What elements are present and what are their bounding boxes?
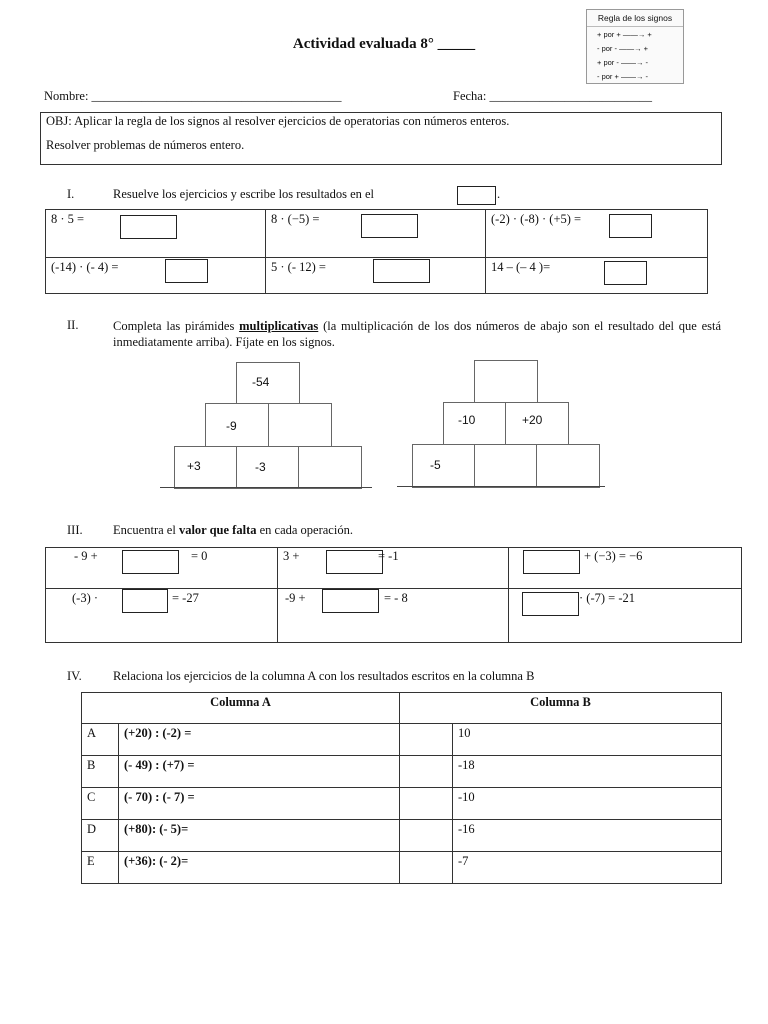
- sample-answer-box: [457, 186, 496, 205]
- section-4-number: IV.: [67, 669, 82, 683]
- answer-box[interactable]: [604, 261, 647, 285]
- answer-box[interactable]: [523, 550, 580, 574]
- missing-value-cell: [278, 548, 509, 589]
- row-letter: A: [82, 724, 119, 756]
- sign-rule-row: - por + ——→ -: [597, 72, 649, 81]
- pyramid-1-bottom-3[interactable]: [298, 446, 362, 489]
- result-b: 10: [453, 724, 722, 756]
- pyramid-2-baseline: [397, 486, 605, 487]
- expression-post: · (-7) = -21: [579, 591, 635, 605]
- section-4-instruction: Relaciona los ejercicios de la columna A con los resultados escritos en la columna B: [113, 669, 535, 683]
- exercise-text: 5 · (- 12) =: [271, 260, 326, 274]
- pyramid-1-bottom-1[interactable]: +3: [174, 446, 238, 489]
- match-cell[interactable]: [400, 788, 453, 820]
- sign-rule-row: - por - ——→ +: [597, 44, 649, 53]
- sign-rule-row: + por - ——→ -: [597, 58, 649, 67]
- answer-box[interactable]: [122, 589, 168, 613]
- column-b-header: Columna B: [400, 693, 722, 724]
- row-letter: B: [82, 756, 119, 788]
- pyramid-1-bottom-2[interactable]: -3: [236, 446, 300, 489]
- answer-box[interactable]: [165, 259, 208, 283]
- result-b: -7: [453, 852, 722, 884]
- column-a-header: Columna A: [82, 693, 400, 724]
- page-title: Actividad evaluada 8° _____: [292, 36, 476, 52]
- pyramid-2-bottom-1[interactable]: -5: [412, 444, 476, 488]
- row-letter: E: [82, 852, 119, 884]
- section-4-table: [81, 692, 722, 884]
- exercise-text: (-14) · (- 4) =: [51, 260, 119, 274]
- expression-post: = - 8: [384, 591, 408, 605]
- section-3-number: III.: [67, 523, 83, 537]
- expression-pre: - 9 +: [74, 549, 98, 563]
- row-letter: D: [82, 820, 119, 852]
- match-cell[interactable]: [400, 724, 453, 756]
- exercise-text: 8 · 5 =: [51, 212, 85, 226]
- name-field[interactable]: Nombre: ________________________________________: [44, 89, 342, 103]
- expression-pre: 3 +: [283, 549, 300, 563]
- instruction-text: Encuentra el: [113, 523, 176, 537]
- instruction-bold: valor que falta: [178, 523, 257, 537]
- expression-post: + (−3) = −6: [584, 549, 643, 563]
- missing-value-cell: [509, 548, 742, 589]
- result-b: -18: [453, 756, 722, 788]
- result-b: -10: [453, 788, 722, 820]
- objective-box: [40, 112, 722, 165]
- section-1-instruction: Resuelve los ejercicios y escribe los resultados en el: [113, 187, 375, 201]
- row-letter: C: [82, 788, 119, 820]
- exercise-a: (+20) : (-2) =: [119, 724, 400, 756]
- exercise-a: (+36): (- 2)=: [119, 852, 400, 884]
- objective-line-1: OBJ: Aplicar la regla de los signos al resolver ejercicios de operatorias con números enteros.: [46, 114, 510, 128]
- objective-line-2: Resolver problemas de números entero.: [46, 138, 245, 152]
- exercise-a: (+80): (- 5)=: [119, 820, 400, 852]
- date-field[interactable]: Fecha: __________________________: [453, 89, 652, 103]
- match-cell[interactable]: [400, 852, 453, 884]
- exercise-cell: [486, 210, 708, 258]
- section-1-instruction-end: .: [497, 187, 501, 201]
- pyramid-1-baseline: [160, 487, 372, 488]
- sign-rule-title: Regla de los signos: [597, 13, 673, 23]
- answer-box[interactable]: [373, 259, 430, 283]
- expression-post: = 0: [191, 549, 208, 563]
- answer-box[interactable]: [361, 214, 418, 238]
- exercise-a: (- 70) : (- 7) =: [119, 788, 400, 820]
- instruction-text: (la multiplicación de los dos números de abajo son el resultado del que está inmediatamente arriba). Fíjate en los signos.: [113, 319, 722, 349]
- instruction-text: en cada operación.: [259, 523, 353, 537]
- answer-box[interactable]: [609, 214, 652, 238]
- section-1-number: I.: [67, 187, 75, 201]
- instruction-bold: multiplicativas: [239, 319, 319, 333]
- section-1-table: [45, 209, 708, 294]
- pyramid-1-middle-1[interactable]: -9: [205, 403, 270, 448]
- exercise-cell: [266, 258, 486, 294]
- match-cell[interactable]: [400, 756, 453, 788]
- exercise-cell: [46, 258, 266, 294]
- answer-box[interactable]: [522, 592, 579, 616]
- missing-value-cell: [46, 589, 278, 643]
- pyramid-2-top[interactable]: [474, 360, 538, 404]
- answer-box[interactable]: [122, 550, 179, 574]
- section-2-number: II.: [67, 318, 79, 332]
- instruction-text: Completa las pirámides: [113, 319, 235, 333]
- answer-box[interactable]: [326, 550, 383, 574]
- pyramid-1-middle-2[interactable]: [268, 403, 332, 448]
- exercise-cell: [46, 210, 266, 258]
- pyramid-1-top[interactable]: -54: [236, 362, 300, 405]
- expression-pre: (-3) ·: [72, 591, 99, 605]
- expression-post: = -1: [378, 549, 399, 563]
- pyramid-2-bottom-2[interactable]: [474, 444, 538, 488]
- exercise-a: (- 49) : (+7) =: [119, 756, 400, 788]
- pyramid-2-middle-2[interactable]: +20: [505, 402, 569, 446]
- missing-value-cell: [509, 589, 742, 643]
- exercise-cell: [486, 258, 708, 294]
- sign-rule-row: + por + ——→ +: [597, 30, 652, 39]
- section-3-instruction: [113, 523, 353, 538]
- expression-pre: -9 +: [285, 591, 306, 605]
- section-2-instruction: [113, 318, 721, 350]
- answer-box[interactable]: [120, 215, 177, 239]
- result-b: -16: [453, 820, 722, 852]
- expression-post: = -27: [172, 591, 199, 605]
- exercise-cell: [266, 210, 486, 258]
- pyramid-2-bottom-3[interactable]: [536, 444, 600, 488]
- missing-value-cell: [46, 548, 278, 589]
- exercise-text: 8 · (−5) =: [271, 212, 320, 226]
- exercise-text: 14 – (– 4 )=: [491, 260, 551, 274]
- missing-value-cell: [278, 589, 509, 643]
- match-cell[interactable]: [400, 820, 453, 852]
- exercise-text: (-2) · (-8) · (+5) =: [491, 212, 582, 226]
- answer-box[interactable]: [322, 589, 379, 613]
- section-3-table: [45, 547, 742, 643]
- pyramid-2-middle-1[interactable]: -10: [443, 402, 507, 446]
